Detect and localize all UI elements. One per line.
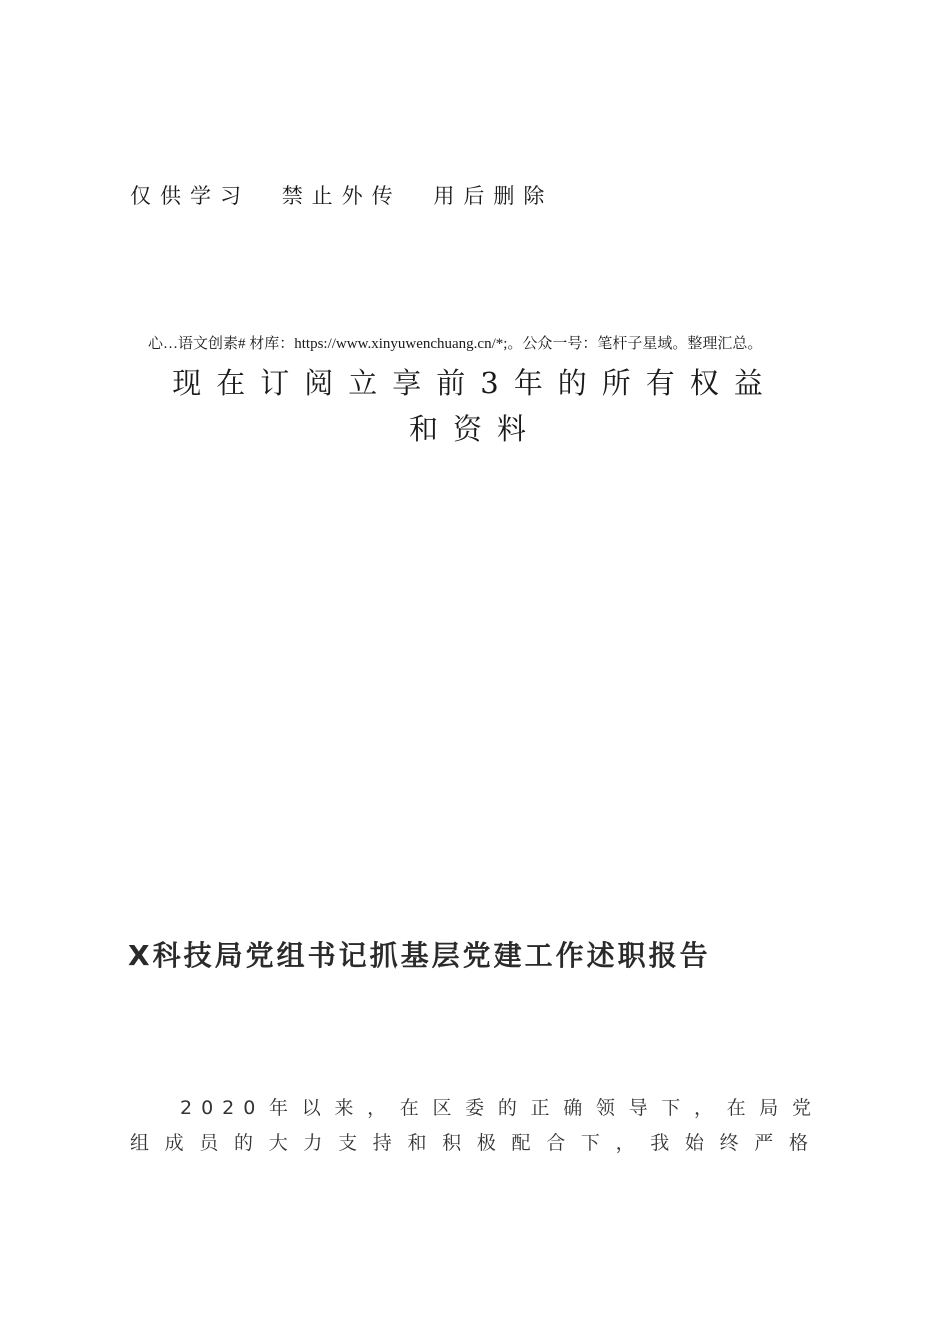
subscription-promo bbox=[130, 360, 820, 452]
notice-study-only: 仅供学习 bbox=[130, 184, 250, 208]
body-paragraph-line-1: 2020年以来，在区委的正确领导下，在局党 bbox=[180, 1097, 820, 1119]
source-line: 心…语文创素# 材库：https://www.xinyuwenchuang.cn/*;。公众一号：笔杆子星域。整理汇总。 bbox=[148, 336, 763, 352]
promo-line-2: 和资料 bbox=[408, 412, 541, 446]
notice-delete-after-use: 用后删除 bbox=[433, 184, 554, 208]
body-paragraph-line-2: 组成员的大力支持和积极配合下，我始终严格 bbox=[130, 1132, 820, 1154]
usage-notice bbox=[130, 180, 569, 210]
notice-no-distribution: 禁止外传 bbox=[281, 184, 402, 208]
document-title: X科技局党组书记抓基层党建工作述职报告 bbox=[128, 939, 711, 972]
promo-line-1: 现在订阅立享前3年的所有权益 bbox=[172, 366, 778, 400]
